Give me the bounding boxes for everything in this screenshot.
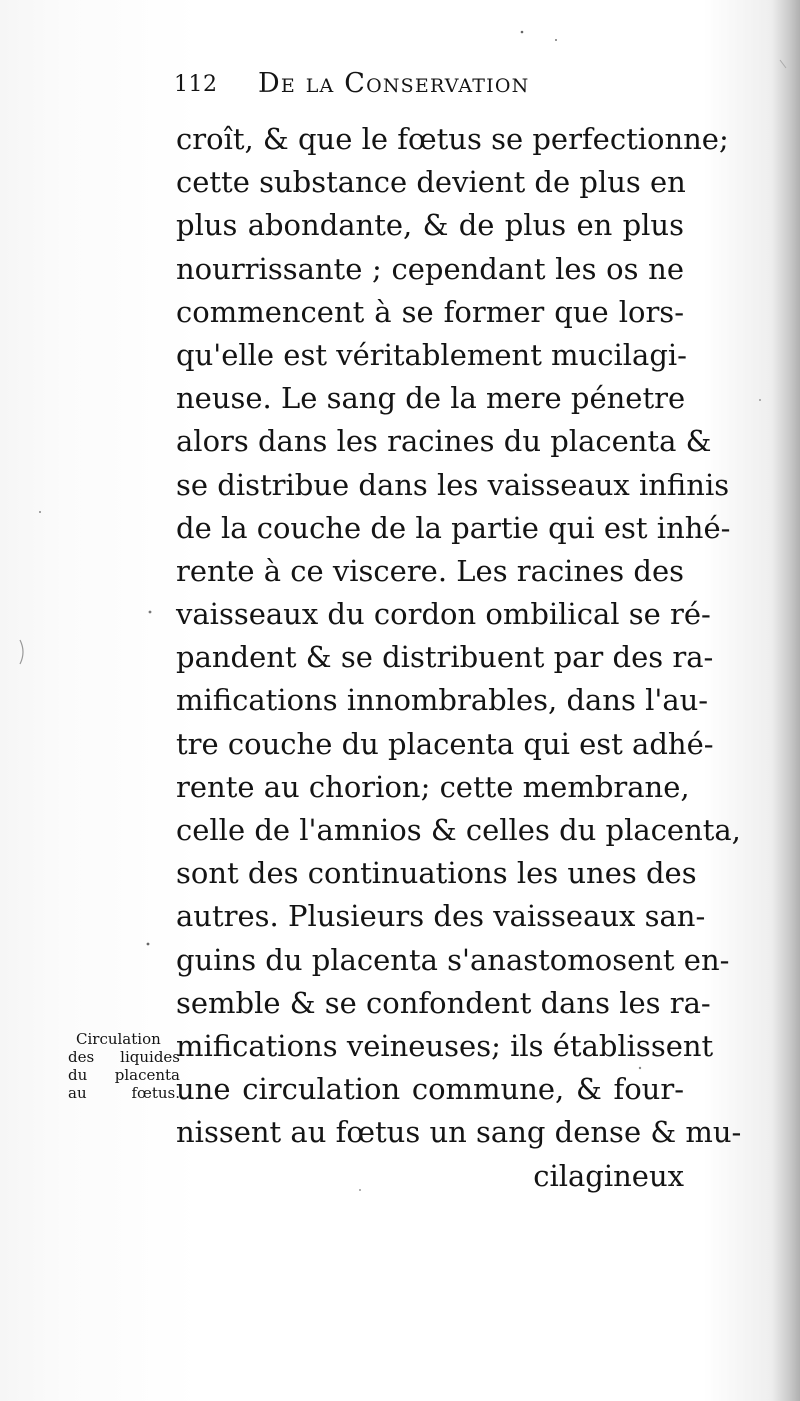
text-line: guins du placenta s'anastomosent en- bbox=[176, 942, 730, 977]
text-line: autres. Plusieurs des vaisseaux san- bbox=[176, 899, 706, 934]
running-header bbox=[174, 66, 594, 110]
text-line: semble & se confondent dans les ra- bbox=[176, 985, 711, 1020]
text-line: nissent au fœtus un sang dense & mu- bbox=[176, 1115, 742, 1150]
text-line: vaisseaux du cordon ombilical se ré- bbox=[176, 597, 711, 632]
text-line: neuse. Le sang de la mere pénetre bbox=[176, 381, 686, 416]
catchword-line: cilagineux bbox=[533, 1158, 684, 1193]
text-line: sont des continuations les unes des bbox=[176, 856, 697, 891]
page-number: 112 bbox=[174, 72, 218, 97]
text-line: celle de l'amnios & celles du placenta, bbox=[176, 813, 741, 847]
text-line: qu'elle est véritablement mucilagi- bbox=[176, 337, 687, 372]
text-line: se distribue dans les vaisseaux infinis bbox=[176, 467, 730, 502]
page-edge-shadow bbox=[772, 0, 800, 1401]
text-line: de la couche de la partie qui est inhé- bbox=[176, 510, 731, 545]
text-line: mifications innombrables, dans l'au- bbox=[176, 683, 709, 718]
body-text bbox=[176, 118, 742, 1198]
text-line: commencent à se former que lors- bbox=[176, 294, 684, 329]
margin-note-line: au fœtus. bbox=[68, 1084, 180, 1102]
margin-note bbox=[68, 1030, 180, 1102]
text-line: rente à ce viscere. Les racines des bbox=[176, 553, 685, 588]
margin-note-line: Circulation bbox=[76, 1030, 161, 1048]
running-title: De la Conservation bbox=[258, 68, 530, 99]
text-line: plus abondante, & de plus en plus bbox=[176, 208, 684, 243]
text-line: alors dans les racines du placenta & bbox=[176, 424, 712, 459]
text-line: rente au chorion; cette membrane, bbox=[176, 769, 690, 804]
text-line: une circulation commune, & four- bbox=[176, 1072, 684, 1107]
text-line: mifications veineuses; ils établissent bbox=[176, 1028, 714, 1063]
margin-note-line: du placenta bbox=[68, 1066, 180, 1084]
text-line: pandent & se distribuent par des ra- bbox=[176, 640, 714, 675]
text-line: nourrissante ; cependant les os ne bbox=[176, 251, 684, 286]
text-line: tre couche du placenta qui est adhé- bbox=[176, 726, 714, 761]
text-line: croît, & que le fœtus se perfectionne; bbox=[176, 122, 729, 156]
margin-note-line: des liquides bbox=[68, 1048, 180, 1066]
text-line: cette substance devient de plus en bbox=[176, 165, 686, 200]
